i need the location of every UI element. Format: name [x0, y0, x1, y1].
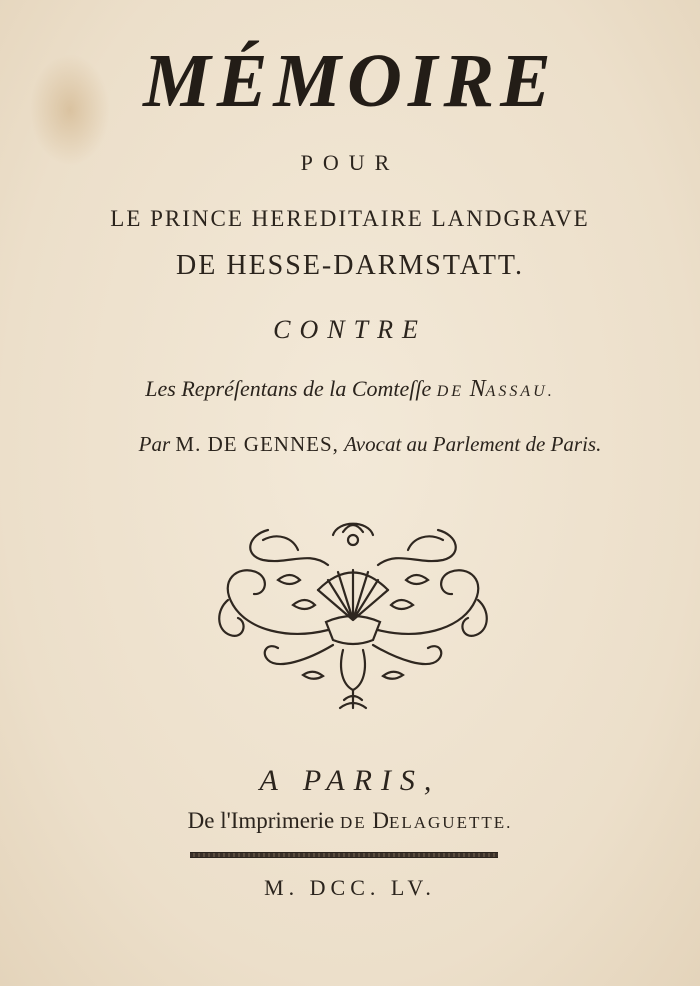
printer-line [0, 808, 700, 834]
fleuron-cartouche-icon [208, 510, 498, 715]
opponent-initial: N [469, 376, 486, 402]
opponent-de: DE [436, 383, 465, 400]
printer-de: DE [339, 813, 367, 832]
opponent-lead: Les Repréſentans de la Comteſſe [145, 376, 432, 401]
place-line: A PARIS, [259, 764, 441, 797]
decorative-rule [190, 852, 498, 858]
author-role: Avocat au Parlement de Paris. [344, 432, 602, 456]
author-name: M. DE GENNES, [175, 432, 339, 456]
date-line: M. DCC. LV. [264, 875, 436, 900]
main-title: MÉMOIRE [143, 39, 557, 123]
printer-rest: ELAGUETTE. [388, 813, 513, 832]
pour-line: POUR [300, 150, 400, 175]
contre-line: CONTRE [273, 315, 427, 344]
opponent-rest: ASSAU. [485, 383, 555, 400]
printer-lead: De l'Imprimerie [187, 808, 335, 833]
subject-line-1: LE PRINCE HEREDITAIRE LANDGRAVE [110, 206, 590, 231]
author-par: Par [138, 432, 171, 456]
subject-line-2: DE HESSE-DARMSTATT. [176, 250, 524, 281]
opponent-line [0, 376, 700, 403]
printer-initial: D [372, 808, 389, 833]
author-line [20, 432, 700, 457]
